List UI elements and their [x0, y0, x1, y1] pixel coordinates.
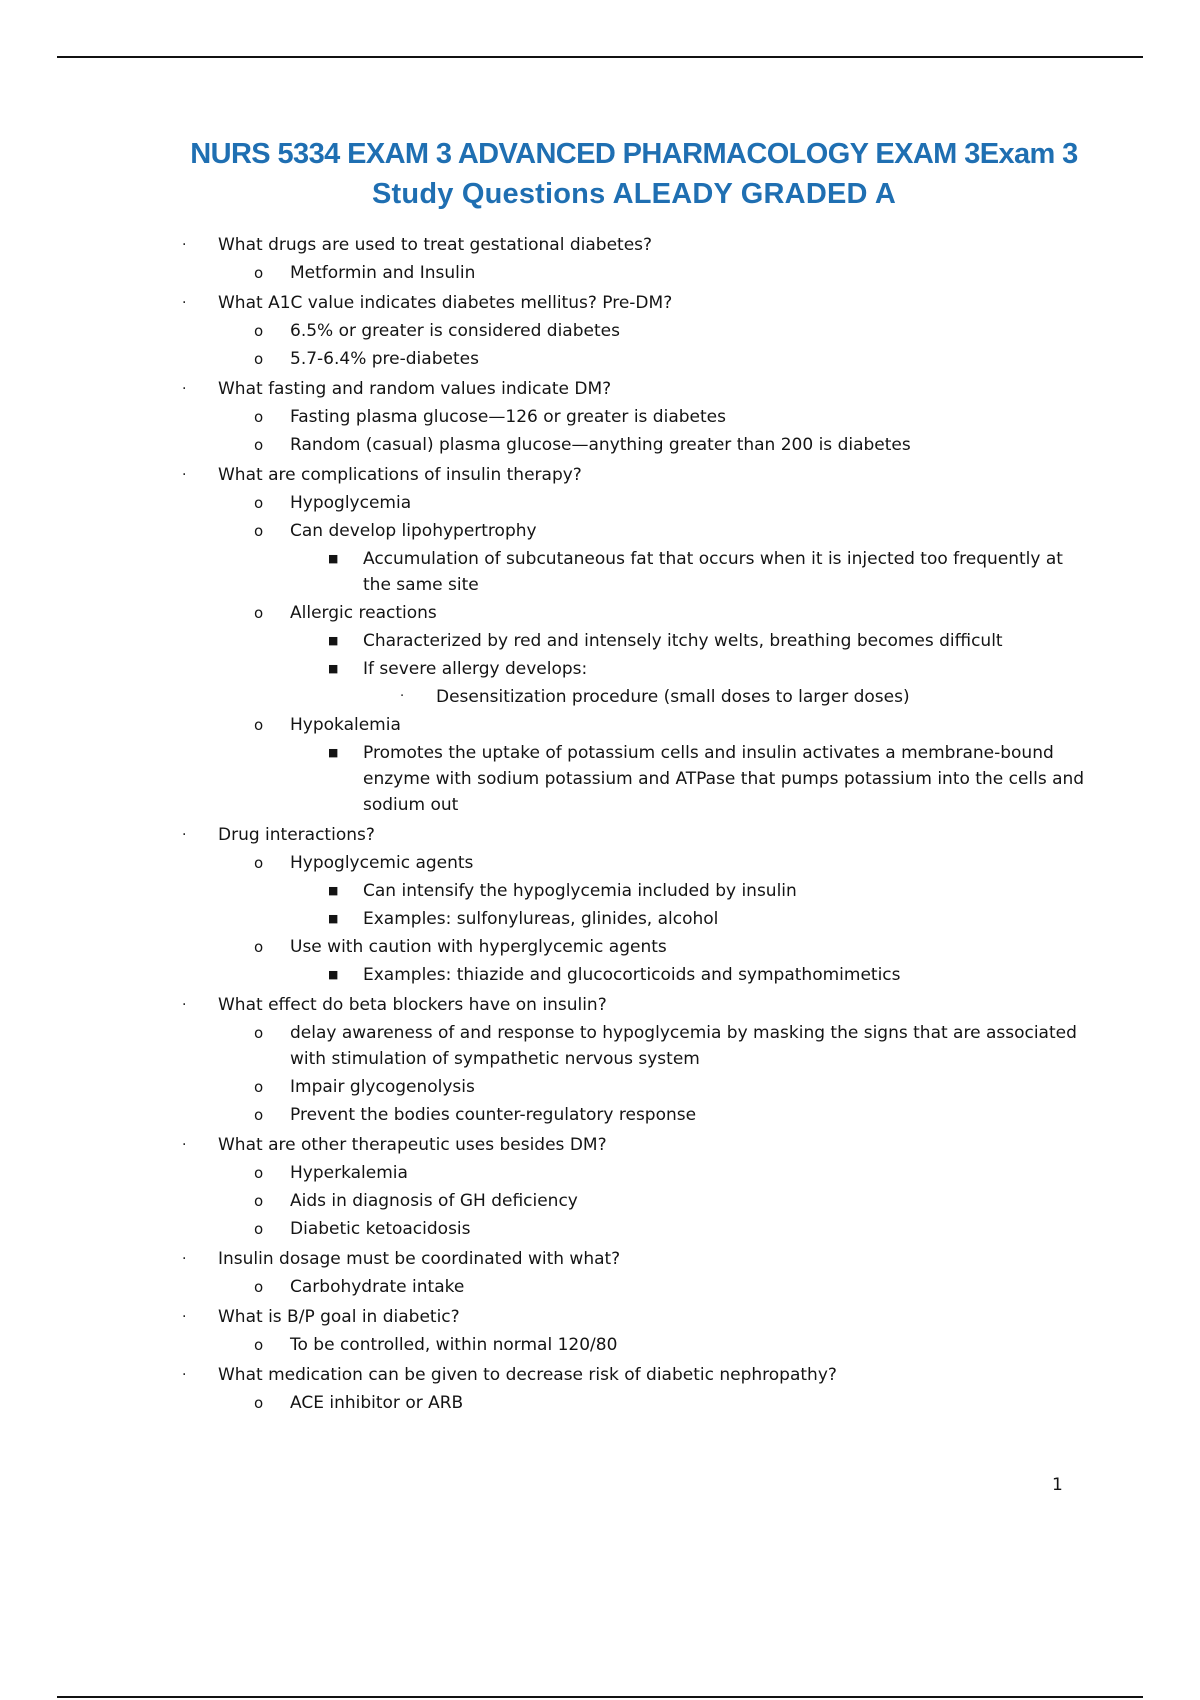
- circle-bullet-icon: o: [254, 522, 264, 540]
- bullet-dot-icon: ·: [182, 1137, 187, 1153]
- answer-item-text: Hypoglycemia: [290, 493, 412, 513]
- question-item-text: What fasting and random values indicate DM?: [218, 379, 612, 399]
- question-item-text: What A1C value indicates diabetes mellitus? Pre-DM?: [218, 293, 673, 313]
- circle-bullet-icon: o: [254, 1164, 264, 1182]
- answer-item-text: Allergic reactions: [290, 603, 437, 623]
- bullet-dot-icon: ·: [182, 237, 187, 253]
- answer-item-text: Hypokalemia: [290, 715, 401, 735]
- answer-item: [0, 1216, 1090, 1242]
- question-item: [0, 992, 1088, 1018]
- answer-item: [0, 518, 1090, 544]
- square-bullet-icon: ■: [328, 552, 339, 565]
- detail-item-text: Promotes the uptake of potassium cells and insulin activates a membrane-bound enzyme with sodium potassium and ATPase that pumps potassium into the cells and sodium out: [363, 743, 1085, 815]
- question-item-text: Insulin dosage must be coordinated with what?: [218, 1249, 621, 1269]
- question-item: [0, 462, 1088, 488]
- bullet-dot-icon: ·: [182, 1309, 187, 1325]
- circle-bullet-icon: o: [254, 1106, 264, 1124]
- question-item: [0, 1132, 1088, 1158]
- answer-item-text: Prevent the bodies counter-regulatory response: [290, 1105, 697, 1125]
- title-line-2: Study Questions ALEADY GRADED A: [372, 178, 896, 210]
- answer-item: [0, 600, 1090, 626]
- answer-item: [0, 318, 1090, 344]
- detail-item: [0, 656, 1088, 682]
- answer-item-text: Impair glycogenolysis: [290, 1077, 475, 1097]
- answer-item-text: Carbohydrate intake: [290, 1277, 465, 1297]
- circle-bullet-icon: o: [254, 1220, 264, 1238]
- question-item: [0, 1362, 1088, 1388]
- square-bullet-icon: ■: [328, 884, 339, 897]
- answer-item-text: Aids in diagnosis of GH deficiency: [290, 1191, 578, 1211]
- answer-item-text: Random (casual) plasma glucose—anything greater than 200 is diabetes: [290, 435, 911, 455]
- title-line-1: NURS 5334 EXAM 3 ADVANCED PHARMACOLOGY EXAM 3Exam 3: [190, 138, 1078, 170]
- bullet-dot-icon: ·: [182, 295, 187, 311]
- page-number: 1: [1052, 1475, 1063, 1495]
- detail-item-text: Accumulation of subcutaneous fat that occurs when it is injected too frequently at the same site: [363, 549, 1063, 595]
- circle-bullet-icon: o: [254, 1278, 264, 1296]
- answer-item-text: Fasting plasma glucose—126 or greater is diabetes: [290, 407, 726, 427]
- detail-item-text: Examples: thiazide and glucocorticoids and sympathomimetics: [363, 965, 901, 985]
- square-bullet-icon: ■: [328, 662, 339, 675]
- question-item: [0, 232, 1088, 258]
- subdetail-item-text: Desensitization procedure (small doses to larger doses): [436, 687, 910, 707]
- question-item: [0, 1246, 1088, 1272]
- answer-item-text: Can develop lipohypertrophy: [290, 521, 537, 541]
- detail-item: [0, 962, 1088, 988]
- answer-item: [0, 1274, 1090, 1300]
- bullet-dot-icon: ·: [182, 997, 187, 1013]
- question-item-text: What drugs are used to treat gestational diabetes?: [218, 235, 653, 255]
- answer-item: [0, 346, 1090, 372]
- answer-item-text: Hypoglycemic agents: [290, 853, 474, 873]
- answer-item-text: Diabetic ketoacidosis: [290, 1219, 471, 1239]
- square-bullet-icon: ■: [328, 912, 339, 925]
- answer-item-text: Use with caution with hyperglycemic agents: [290, 937, 667, 957]
- answer-item: [0, 712, 1090, 738]
- answer-item: [0, 404, 1090, 430]
- detail-item: [0, 878, 1088, 904]
- circle-bullet-icon: o: [254, 938, 264, 956]
- bullet-dot-icon: ·: [400, 689, 405, 704]
- circle-bullet-icon: o: [254, 1024, 264, 1042]
- answer-item-text: ACE inhibitor or ARB: [290, 1393, 464, 1413]
- circle-bullet-icon: o: [254, 604, 264, 622]
- circle-bullet-icon: o: [254, 1192, 264, 1210]
- bullet-dot-icon: ·: [182, 1251, 187, 1267]
- question-item-text: What effect do beta blockers have on insulin?: [218, 995, 607, 1015]
- answer-item: [0, 1102, 1090, 1128]
- answer-item-text: Hyperkalemia: [290, 1163, 408, 1183]
- question-item: [0, 822, 1088, 848]
- detail-item-text: Can intensify the hypoglycemia included by insulin: [363, 881, 797, 901]
- answer-item: [0, 850, 1090, 876]
- bullet-dot-icon: ·: [182, 467, 187, 483]
- circle-bullet-icon: o: [254, 494, 264, 512]
- answer-item: [0, 1390, 1090, 1416]
- answer-item: [0, 490, 1090, 516]
- circle-bullet-icon: o: [254, 436, 264, 454]
- square-bullet-icon: ■: [328, 634, 339, 647]
- circle-bullet-icon: o: [254, 854, 264, 872]
- question-item-text: What is B/P goal in diabetic?: [218, 1307, 460, 1327]
- question-item-text: What medication can be given to decrease risk of diabetic nephropathy?: [218, 1365, 837, 1385]
- answer-item: [0, 1160, 1090, 1186]
- detail-item-text: Examples: sulfonylureas, glinides, alcohol: [363, 909, 719, 929]
- detail-item: [0, 628, 1088, 654]
- circle-bullet-icon: o: [254, 716, 264, 734]
- question-item: [0, 1304, 1088, 1330]
- answer-item: [0, 1332, 1090, 1358]
- answer-item-text: 5.7-6.4% pre-diabetes: [290, 349, 479, 369]
- circle-bullet-icon: o: [254, 1336, 264, 1354]
- circle-bullet-icon: o: [254, 350, 264, 368]
- detail-item-text: If severe allergy develops:: [363, 659, 588, 679]
- question-item: [0, 290, 1088, 316]
- answer-item: [0, 934, 1090, 960]
- footer-rule: [57, 1696, 1143, 1698]
- answer-item-text: 6.5% or greater is considered diabetes: [290, 321, 620, 341]
- study-question-list: [0, 232, 1200, 1416]
- answer-item-text: To be controlled, within normal 120/80: [290, 1335, 618, 1355]
- circle-bullet-icon: o: [254, 408, 264, 426]
- answer-item-text: delay awareness of and response to hypoglycemia by masking the signs that are associated with stimulation of sympathetic nervous system: [290, 1023, 1077, 1069]
- question-item-text: What are other therapeutic uses besides DM?: [218, 1135, 607, 1155]
- answer-item: [0, 1074, 1090, 1100]
- question-item: [0, 376, 1088, 402]
- circle-bullet-icon: o: [254, 1394, 264, 1412]
- document-title: [0, 134, 1200, 214]
- question-item-text: What are complications of insulin therapy?: [218, 465, 582, 485]
- bullet-dot-icon: ·: [182, 381, 187, 397]
- answer-item: [0, 1020, 1090, 1072]
- square-bullet-icon: ■: [328, 746, 339, 759]
- detail-item: [0, 906, 1088, 932]
- detail-item-text: Characterized by red and intensely itchy welts, breathing becomes difficult: [363, 631, 1003, 651]
- bullet-dot-icon: ·: [182, 1367, 187, 1383]
- answer-item-text: Metformin and Insulin: [290, 263, 476, 283]
- circle-bullet-icon: o: [254, 1078, 264, 1096]
- circle-bullet-icon: o: [254, 322, 264, 340]
- answer-item: [0, 432, 1090, 458]
- detail-item: [0, 546, 1088, 598]
- bullet-dot-icon: ·: [182, 827, 187, 843]
- circle-bullet-icon: o: [254, 264, 264, 282]
- header-rule: [57, 56, 1143, 58]
- answer-item: [0, 1188, 1090, 1214]
- answer-item: [0, 260, 1090, 286]
- square-bullet-icon: ■: [328, 968, 339, 981]
- question-item-text: Drug interactions?: [218, 825, 375, 845]
- detail-item: [0, 740, 1088, 818]
- subdetail-item: [0, 684, 1091, 710]
